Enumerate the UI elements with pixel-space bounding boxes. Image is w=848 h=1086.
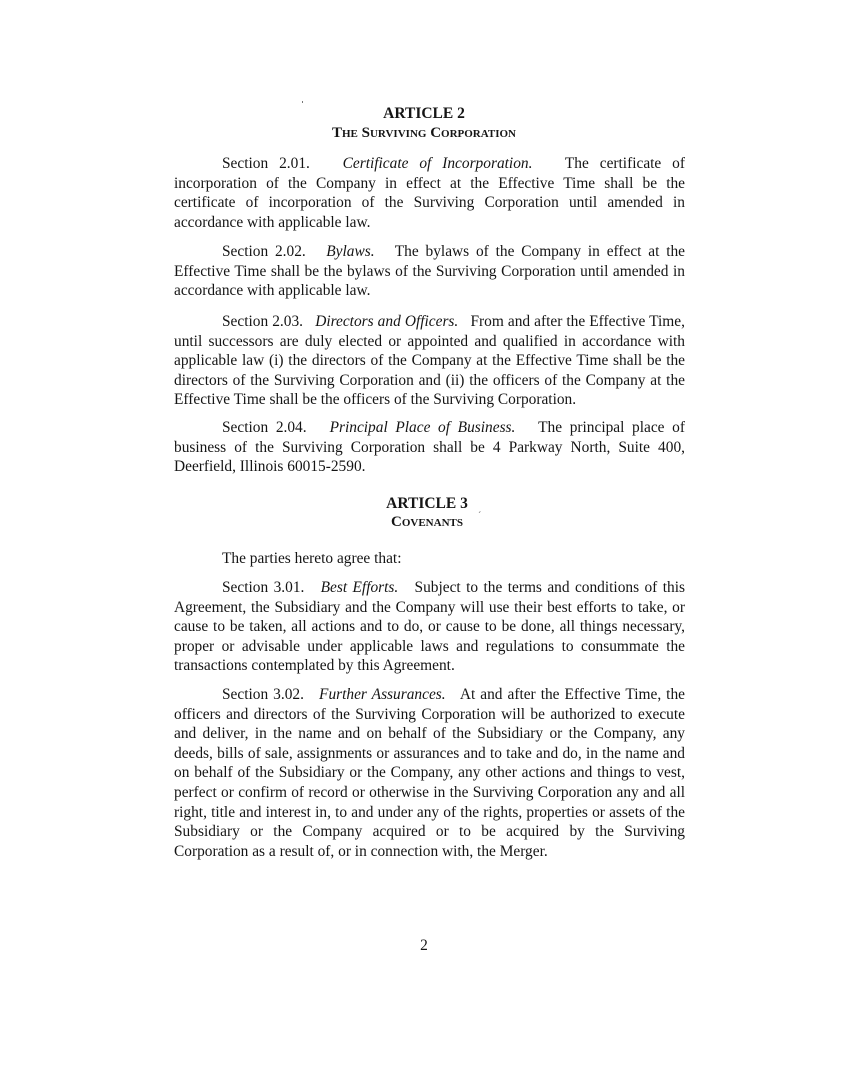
article-3-title: ARTICLE 3 (386, 495, 468, 512)
section-2-02 (174, 242, 685, 301)
section-body: Subject to the terms and conditions of this Agreement, the Subsidiary and the Company will use their best efforts to take, or cause to be taken, all actions and to do, or cause to be done, all things necessary, proper or advisable under applicable laws and regulations to consummate the transactions contemplated by this Agreement. (174, 579, 685, 675)
section-body: The bylaws of the Company in effect at the Effective Time shall be the bylaws of the Surviving Corporation until amended in accordance with applicable law. (174, 243, 685, 300)
scan-speck (302, 101, 303, 103)
scan-mark: ´ (478, 511, 482, 522)
section-heading: Best Efforts. (320, 579, 399, 596)
section-body: From and after the Effective Time, until successors are duly elected or appointed and qualified in accordance with applicable law (i) the directors of the Company at the Effective Time shall be the directors of the Surviving Corporation and (ii) the officers of the Company at the Effective Time shall be the officers of the Surviving Corporation. (174, 313, 685, 409)
section-2-03 (174, 312, 685, 410)
section-body: The certificate of incorporation of the Company in effect at the Effective Time shall be the certificate of incorporation of the Surviving Corporation until amended in accordance with applicable law. (174, 155, 685, 231)
article-2-title: ARTICLE 2 (383, 105, 465, 122)
section-number: Section 2.04. (222, 419, 307, 436)
section-heading: Bylaws. (326, 243, 375, 260)
article-3-subtitle: Covenants (391, 514, 463, 530)
section-number: Section 2.02. (222, 243, 306, 260)
section-heading: Directors and Officers. (315, 313, 459, 330)
section-number: Section 2.03. (222, 313, 304, 330)
section-heading: Further Assurances. (319, 686, 446, 703)
page-number: 2 (420, 937, 428, 954)
section-body: At and after the Effective Time, the officers and directors of the Surviving Corporation will be authorized to execute and deliver, in the name and on behalf of the Subsidiary or the Company, any deeds, bills of sale, assignments or assurances and to take and do, in the name and on behalf of the Subsidiary or the Company, any other actions and things to vest, perfect or confirm of record or otherwise in the Surviving Corporation any and all right, title and interest in, to and under any of the rights, properties or assets of the Subsidiary or the Company acquired or to be acquired by the Surviving Corporation as a result of, or in connection with, the Merger. (174, 686, 685, 860)
section-heading: Certificate of Incorporation. (342, 155, 533, 172)
section-3-02 (174, 685, 685, 861)
section-body: The principal place of business of the Surviving Corporation shall be 4 Parkway North, Suite 400, Deerfield, Illinois 60015-2590. (174, 419, 685, 476)
section-2-04 (174, 418, 685, 477)
section-2-01 (174, 154, 685, 232)
section-number: Section 2.01. (222, 155, 310, 172)
article-3-intro: The parties hereto agree that: (222, 550, 402, 567)
article-2-subtitle: The Surviving Corporation (332, 125, 516, 141)
section-heading: Principal Place of Business. (329, 419, 516, 436)
section-3-01 (174, 578, 685, 676)
section-number: Section 3.02. (222, 686, 304, 703)
section-number: Section 3.01. (222, 579, 305, 596)
